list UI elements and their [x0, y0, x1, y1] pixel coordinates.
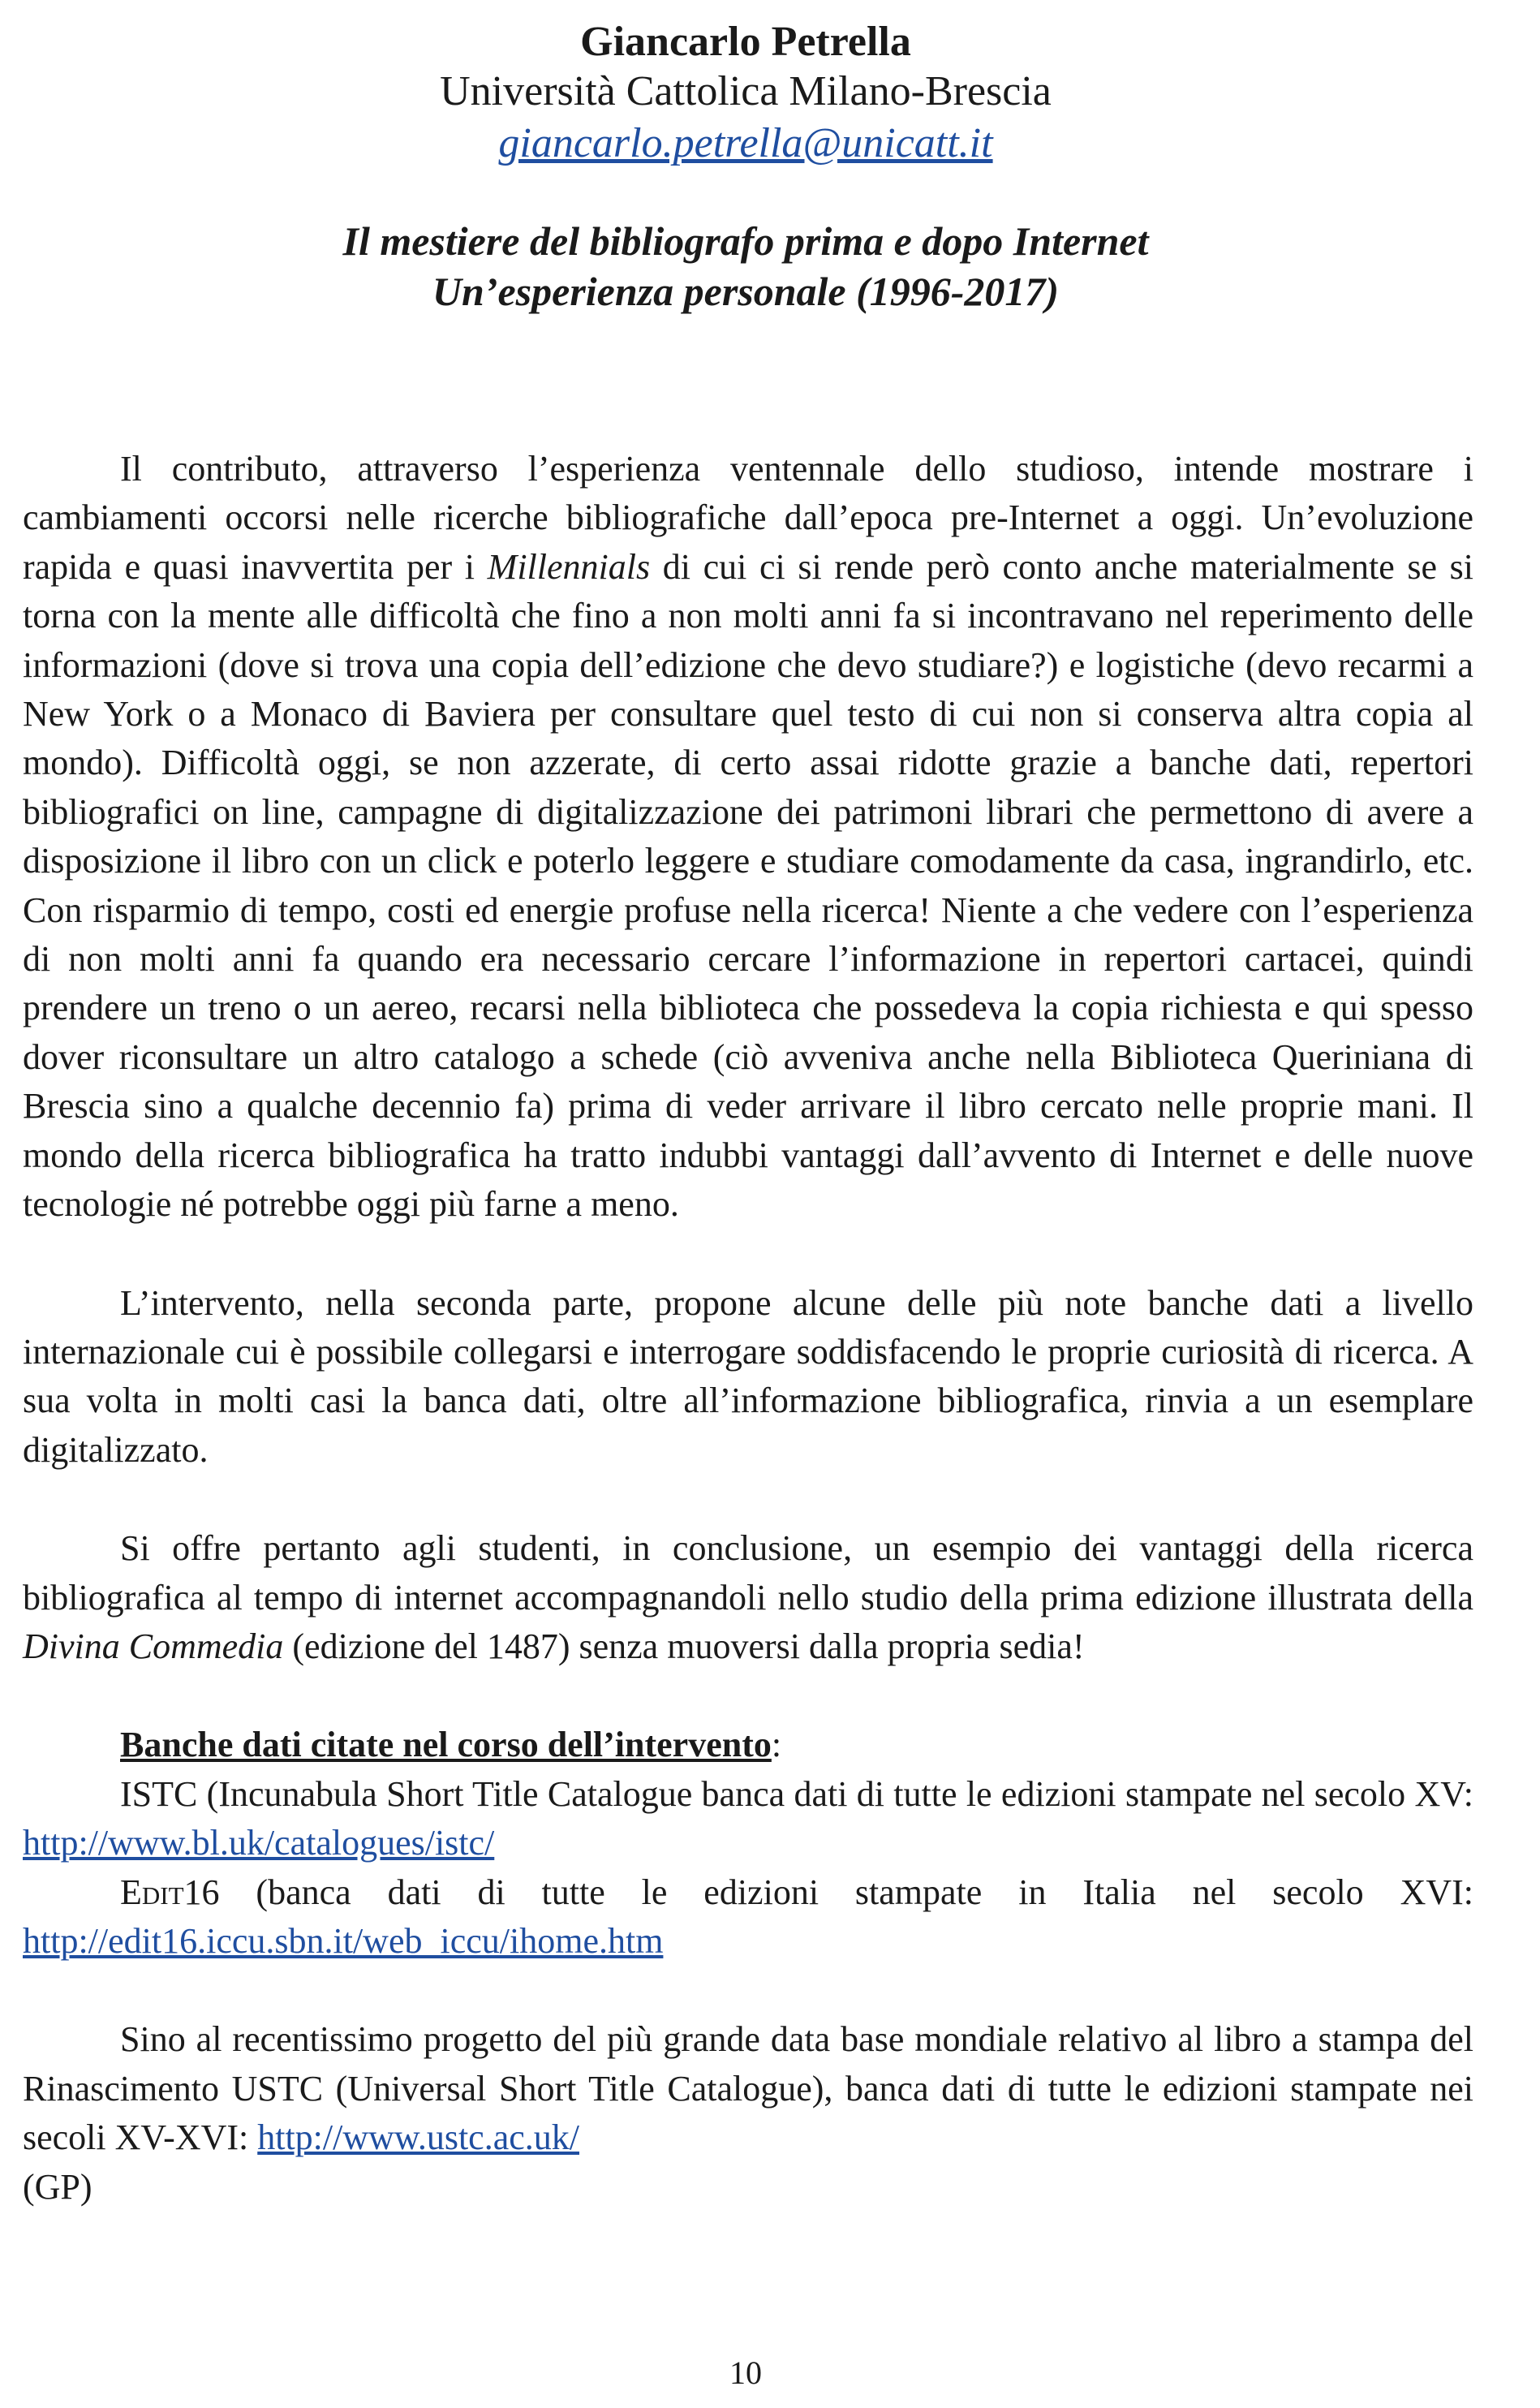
millennials-term: Millennials: [487, 546, 651, 587]
paragraph-conclusion: [23, 1524, 1473, 1671]
edit16-name: Edit16: [120, 1872, 220, 1912]
author-email-link[interactable]: giancarlo.petrella@unicatt.it: [498, 120, 993, 166]
author-name: Giancarlo Petrella: [580, 19, 911, 65]
edit16-link[interactable]: http://edit16.iccu.sbn.it/web_iccu/ihome.htm: [23, 1920, 664, 1961]
databases-heading-line: [23, 1721, 1473, 1769]
paragraph-intro-text-b: di cui ci si rende però conto anche materialmente se si torna con la mente alle difficoltà che fino a non molti anni fa si incontravano nel reperimento delle informazioni (dove si trova una copia dell’edizione che devo studiare?) e logistiche (devo recarmi a New York o a Monaco di Baviera per consultare quel testo di cui non si conserva altra copia al mondo). Difficoltà oggi, se non azzerate, di certo assai ridotte grazie a banche dati, repertori bibliografici on line, campagne di digitalizzazione dei patrimoni librari che permettono di avere a disposizione il libro con un click e poterlo leggere e studiare comodamente da casa, ingrandirlo, etc. Con risparmio di tempo, costi ed energie profuse nella ricerca! Niente a che vedere con l’esperienza di non molti anni fa quando era necessario cercare l’informazione in repertori cartacei, quindi prendere un treno o un aereo, recarsi nella biblioteca che possedeva la copia richiesta e qui spesso dover riconsultare un altro catalogo a schede (ciò avveniva anche nella Biblioteca Queriniana di Brescia sino a qualche decennio fa) prima di veder arrivare il libro cercato nelle proprie mani. Il mondo della ricerca bibliografica ha tratto indubbi vantaggi dall’avvento di Internet e delle nuove tecnologie né potrebbe oggi più farne a meno.: [23, 546, 1473, 1225]
title-line-2: Un’esperienza personale (1996-2017): [432, 269, 1060, 314]
title-line-1: Il mestiere del bibliografo prima e dopo Internet: [342, 218, 1149, 264]
paragraph-databases: L’intervento, nella seconda parte, propone alcune delle più note banche dati a livello internazionale cui è possibile collegarsi e interrogare soddisfacendo le proprie curiosità di ricerca. A sua volta in molti casi la banca dati, oltre all’informazione bibliografica, rinvia a un esemplare digitalizzato.: [23, 1282, 1473, 1470]
edit16-description: (banca dati di tutte le edizioni stampate in Italia nel secolo XVI:: [219, 1872, 1473, 1912]
article-body: [23, 445, 1473, 2212]
paragraph-intro-text-a: Il contributo, attraverso l’esperienza ventennale dello studioso, intende mostrare i cambiamenti occorsi nelle ricerche bibliografiche dall’epoca pre-Internet a oggi. Un’evoluzione rapida e quasi inavvertita per i: [23, 449, 1473, 587]
ustc-description: Sino al recentissimo progetto del più grande data base mondiale relativo al libro a stampa del Rinascimento USTC (Universal Short Title Catalogue), banca dati di tutte le edizioni stampate nei secoli XV-XVI:: [23, 2019, 1473, 2158]
paragraph-conclusion-text-a: Si offre pertanto agli studenti, in conclusione, un esempio dei vantaggi della ricerca bibliografica al tempo di internet accompagnandoli nello studio della prima edizione illustrata della: [23, 1528, 1473, 1618]
istc-description: ISTC (Incunabula Short Title Catalogue banca dati di tutte le edizioni stampate nel secolo XV:: [120, 1773, 1473, 1814]
edit16-entry: [23, 1868, 1473, 1966]
ustc-entry: [23, 2015, 1473, 2162]
istc-entry: [23, 1770, 1473, 1868]
article-header: [0, 18, 1491, 317]
article-title: [0, 216, 1491, 317]
databases-heading-colon: :: [771, 1725, 782, 1765]
ustc-link[interactable]: http://www.ustc.ac.uk/: [257, 2117, 579, 2158]
databases-heading: Banche dati citate nel corso dell’intervento: [120, 1725, 772, 1765]
paragraph-intro: [23, 445, 1473, 1230]
istc-link[interactable]: http://www.bl.uk/catalogues/istc/: [23, 1823, 495, 1863]
page-number: 10: [729, 2354, 762, 2391]
author-signature: (GP): [23, 2166, 92, 2207]
author-affiliation: Università Cattolica Milano-Brescia: [440, 68, 1052, 114]
paragraph-conclusion-text-b: (edizione del 1487) senza muoversi dalla propria sedia!: [283, 1626, 1085, 1666]
divina-commedia-title: Divina Commedia: [23, 1626, 284, 1666]
